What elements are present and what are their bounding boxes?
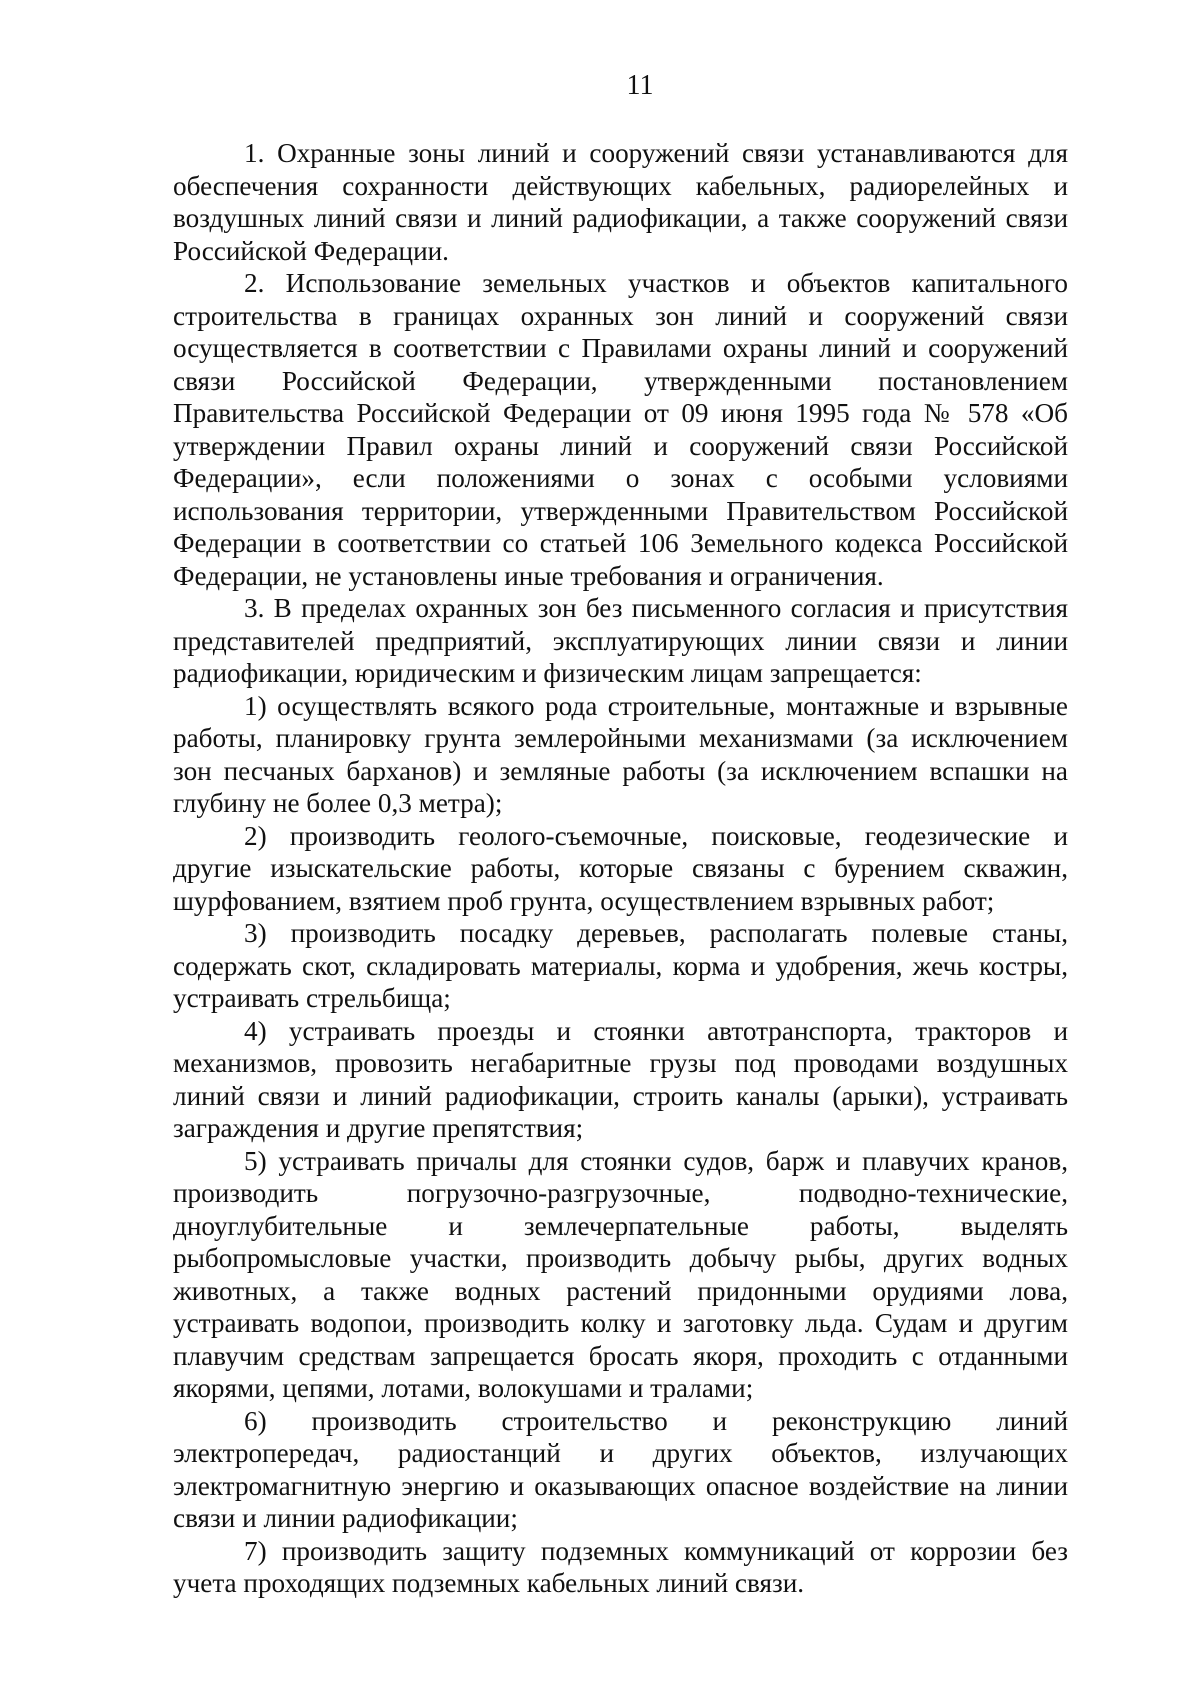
list-item-4: 4) устраивать проезды и стоянки автотранспорта, тракторов и механизмов, провозить негабаритные грузы под проводами воздушных линий связи и линий радиофикации, строить каналы (арыки), устраивать заграждения и другие препятствия; xyxy=(173,1015,1068,1143)
page-number: 11 xyxy=(626,70,654,101)
list-item-6: 6) производить строительство и реконструкцию линий электропередач, радиостанций и других объектов, излучающих электромагнитную энергию и оказывающих опасное воздействие на линии связи и линии радиофикации; xyxy=(173,1405,1068,1533)
paragraph-3: 3. В пределах охранных зон без письменного согласия и присутствия представителей предприятий, эксплуатирующих линии связи и линии радиофикации, юридическим и физическим лицам запрещается: xyxy=(173,593,1068,688)
list-item-1: 1) осуществлять всякого рода строительные, монтажные и взрывные работы, планировку грунта землеройными механизмами (за исключением зон песчаных барханов) и земляные работы (за исключением вспашки на глубину не более 0,3 метра); xyxy=(173,690,1068,818)
paragraph-1: 1. Охранные зоны линий и сооружений связи устанавливаются для обеспечения сохранности действующих кабельных, радиорелейных и воздушных линий связи и линий радиофикации, а также сооружений связи Российской Федерации. xyxy=(173,138,1068,266)
list-item-3: 3) производить посадку деревьев, располагать полевые станы, содержать скот, складировать материалы, корма и удобрения, жечь костры, устраивать стрельбища; xyxy=(173,918,1068,1013)
list-item-5: 5) устраивать причалы для стоянки судов, барж и плавучих кранов, производить погрузочно-разгрузочные, подводно-технические, дноуглубительные и землечерпательные работы, выделять рыбопромысловые участки, производить добычу рыбы, других водных животных, а также водных растений придонными орудиями лова, устраивать водопои, производить колку и заготовку льда. Судам и другим плавучим средствам запрещается бросать якоря, проходить с отданными якорями, цепями, лотами, волокушами и тралами; xyxy=(173,1145,1068,1403)
document-body xyxy=(173,137,1068,1600)
list-item-7: 7) производить защиту подземных коммуникаций от коррозии без учета проходящих подземных кабельных линий связи. xyxy=(173,1535,1068,1598)
paragraph-2: 2. Использование земельных участков и объектов капитального строительства в границах охранных зон линий и сооружений связи осуществляется в соответствии с Правилами охраны линий и сооружений связи Российской Федерации, утвержденными постановлением Правительства Российской Федерации от 09 июня 1995 года № 578 «Об утверждении Правил охраны линий и сооружений связи Российской Федерации», если положениями о зонах с особыми условиями использования территории, утвержденными Правительством Российской Федерации в соответствии со статьей 106 Земельного кодекса Российской Федерации, не установлены иные требования и ограничения. xyxy=(173,268,1068,591)
list-item-2: 2) производить геолого-съемочные, поисковые, геодезические и другие изыскательские работы, которые связаны с бурением скважин, шурфованием, взятием проб грунта, осуществлением взрывных работ; xyxy=(173,820,1068,916)
